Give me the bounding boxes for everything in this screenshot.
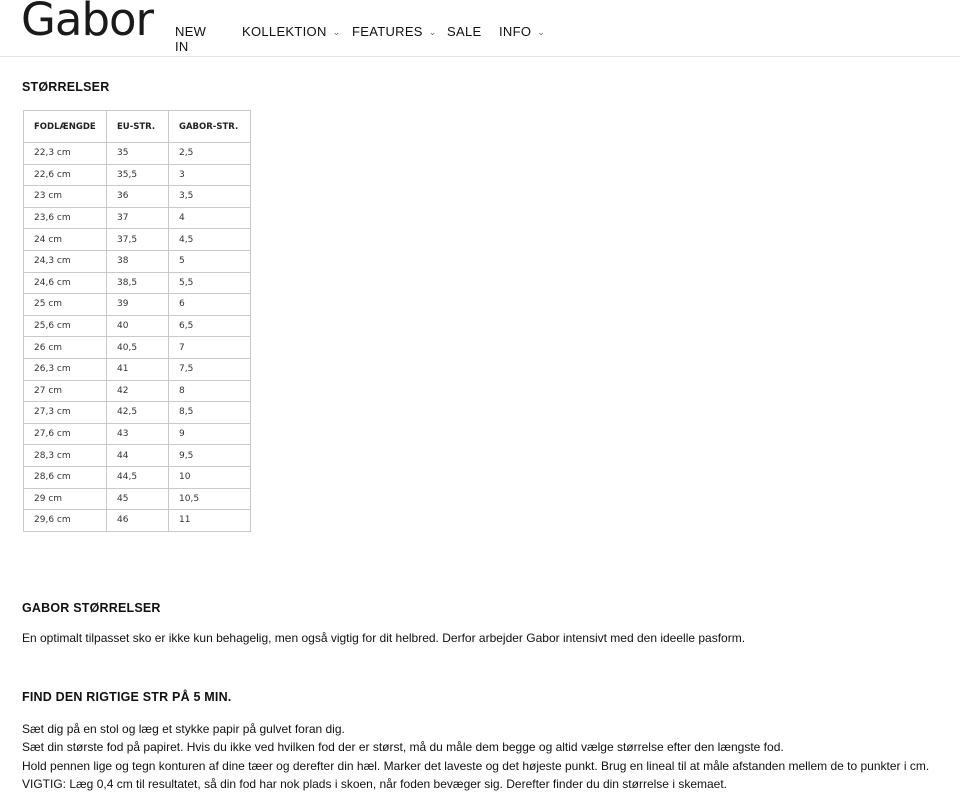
table-row (24, 380, 251, 402)
instruction-line: Sæt din største fod på papiret. Hvis du ikke ved hvilken fod der er størst, må du måle dem begge og altid vælge størrelse efter den længste fod. (22, 740, 784, 755)
table-row (24, 423, 251, 445)
table-cell: 4 (169, 207, 251, 229)
table-cell: 5 (169, 250, 251, 272)
gabor-logo[interactable]: Gabor (21, 0, 154, 46)
table-cell: 38,5 (107, 272, 169, 294)
table-cell: 9,5 (169, 445, 251, 467)
table-header-row (24, 111, 251, 143)
table-cell: 23,6 cm (24, 207, 107, 229)
table-cell: 5,5 (169, 272, 251, 294)
table-row (24, 488, 251, 510)
table-cell: 43 (107, 423, 169, 445)
table-cell: 2,5 (169, 143, 251, 165)
table-cell: 35 (107, 143, 169, 165)
table-cell: 3 (169, 164, 251, 186)
table-cell: 9 (169, 423, 251, 445)
site-header (0, 0, 960, 57)
nav-info-label: INFO (499, 24, 532, 39)
gabor-sizes-text: En optimalt tilpasset sko er ikke kun behagelig, men også vigtig for dit helbred. Derfor arbejder Gabor intensivt med den ideelle pasform. (22, 631, 746, 645)
column-header: EU-STR. (107, 111, 169, 143)
table-cell: 37,5 (107, 229, 169, 251)
table-cell: 7,5 (169, 358, 251, 380)
table-row (24, 337, 251, 359)
nav-sale[interactable] (447, 24, 481, 39)
table-row (24, 294, 251, 316)
table-cell: 3,5 (169, 186, 251, 208)
table-cell: 28,3 cm (24, 445, 107, 467)
table-cell: 41 (107, 358, 169, 380)
instruction-line: Sæt dig på en stol og læg et stykke papir på gulvet foran dig. (22, 722, 345, 736)
instruction-line: VIGTIG: Læg 0,4 cm til resultatet, så din fod har nok plads i skoen, når foden bevæger sig. Derefter finder du din størrelse i skemaet. (22, 776, 727, 791)
table-cell: 40 (107, 315, 169, 337)
table-cell: 26 cm (24, 337, 107, 359)
nav-features[interactable] (352, 24, 437, 39)
chevron-down-icon: ⌄ (537, 27, 546, 37)
table-cell: 37 (107, 207, 169, 229)
table-row (24, 164, 251, 186)
instruction-line: Hold pennen lige og tegn konturen af dine tæer og derefter din hæl. Marker det laveste og det højeste punkt. Brug en lineal til at måle afstanden mellem de to punkter i cm. (22, 758, 930, 773)
chevron-down-icon: ⌄ (428, 27, 437, 37)
table-cell: 28,6 cm (24, 466, 107, 488)
table-cell: 40,5 (107, 337, 169, 359)
table-row (24, 207, 251, 229)
table-cell: 10 (169, 466, 251, 488)
table-cell: 44 (107, 445, 169, 467)
table-row (24, 402, 251, 424)
table-cell: 24,3 cm (24, 250, 107, 272)
table-cell: 38 (107, 250, 169, 272)
table-row (24, 143, 251, 165)
table-cell: 26,3 cm (24, 358, 107, 380)
table-row (24, 186, 251, 208)
table-cell: 24 cm (24, 229, 107, 251)
table-row (24, 250, 251, 272)
table-row (24, 272, 251, 294)
table-cell: 42,5 (107, 402, 169, 424)
table-cell: 10,5 (169, 488, 251, 510)
table-cell: 45 (107, 488, 169, 510)
sizes-heading: STØRRELSER (22, 80, 110, 94)
table-row (24, 510, 251, 532)
table-row (24, 229, 251, 251)
nav-features-label: FEATURES (352, 24, 423, 39)
find-size-instructions (22, 720, 929, 793)
table-cell: 27,6 cm (24, 423, 107, 445)
table-cell: 27,3 cm (24, 402, 107, 424)
nav-info[interactable] (499, 24, 545, 39)
table-cell: 42 (107, 380, 169, 402)
table-cell: 8,5 (169, 402, 251, 424)
table-cell: 22,6 cm (24, 164, 107, 186)
table-row (24, 445, 251, 467)
nav-sale-label: SALE (447, 24, 482, 39)
table-cell: 35,5 (107, 164, 169, 186)
table-cell: 8 (169, 380, 251, 402)
nav-new-in-label: NEW IN (175, 24, 207, 54)
table-cell: 6,5 (169, 315, 251, 337)
table-row (24, 358, 251, 380)
table-cell: 7 (169, 337, 251, 359)
table-cell: 4,5 (169, 229, 251, 251)
nav-kollektion-label: KOLLEKTION (242, 24, 327, 39)
table-cell: 11 (169, 510, 251, 532)
table-cell: 29 cm (24, 488, 107, 510)
table-cell: 27 cm (24, 380, 107, 402)
nav-new-in[interactable] (175, 24, 206, 54)
table-cell: 25 cm (24, 294, 107, 316)
find-size-heading: FIND DEN RIGTIGE STR PÅ 5 MIN. (22, 690, 232, 704)
table-cell: 25,6 cm (24, 315, 107, 337)
table-cell: 39 (107, 294, 169, 316)
column-header: GABOR-STR. (169, 111, 251, 143)
gabor-sizes-heading: GABOR STØRRELSER (22, 601, 161, 615)
table-cell: 22,3 cm (24, 143, 107, 165)
table-cell: 44,5 (107, 466, 169, 488)
table-row (24, 466, 251, 488)
size-table (23, 110, 251, 532)
table-cell: 46 (107, 510, 169, 532)
column-header: FODLÆNGDE (24, 111, 107, 143)
table-row (24, 315, 251, 337)
chevron-down-icon: ⌄ (332, 27, 341, 37)
table-cell: 6 (169, 294, 251, 316)
table-cell: 29,6 cm (24, 510, 107, 532)
nav-kollektion[interactable] (242, 24, 340, 39)
table-cell: 23 cm (24, 186, 107, 208)
table-cell: 36 (107, 186, 169, 208)
table-cell: 24,6 cm (24, 272, 107, 294)
